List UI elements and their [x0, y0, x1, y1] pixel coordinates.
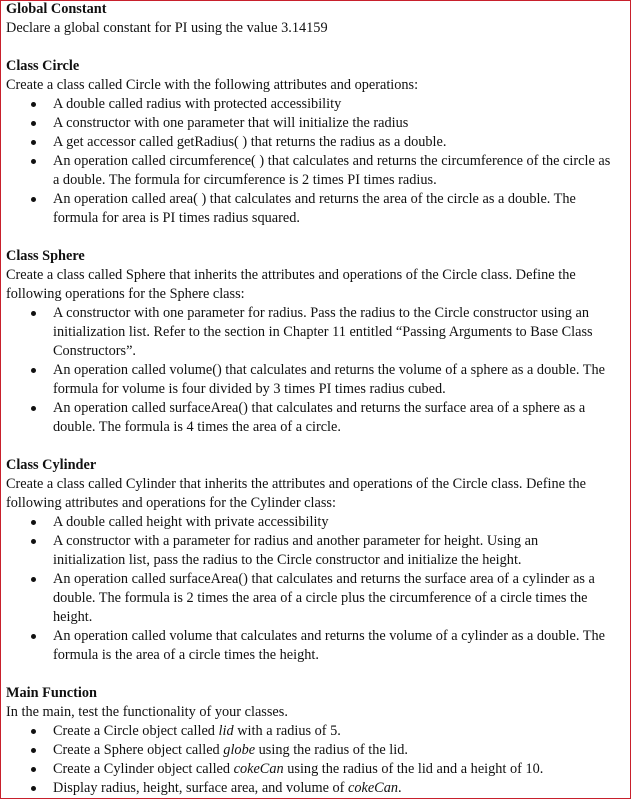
- list-item: An operation called surfaceArea() that calculates and returns the surface area of a sphere as a double. The formula is 4 times the area of a circle.: [6, 399, 627, 437]
- list-item: Display radius, height, surface area, and volume of cokeCan.: [6, 779, 627, 798]
- global-constant-heading: Global Constant: [6, 1, 107, 17]
- list-item: A double called height with private accessibility: [6, 513, 627, 532]
- main-function-heading: Main Function: [6, 685, 97, 701]
- class-circle-list: [6, 95, 627, 228]
- list-item: A constructor with one parameter that will initialize the radius: [6, 114, 627, 133]
- document-body: [6, 0, 627, 798]
- class-cylinder-list: [6, 513, 627, 665]
- list-item: An operation called surfaceArea() that calculates and returns the surface area of a cylinder as a double. The formula is 2 times the area of a circle plus the circumference of a circle times the height.: [6, 570, 627, 627]
- main-function-intro: In the main, test the functionality of your classes.: [6, 704, 288, 720]
- class-cylinder-heading: Class Cylinder: [6, 457, 97, 473]
- list-item: An operation called circumference( ) that calculates and returns the circumference of the circle as a double. The formula for circumference is 2 times PI times radius.: [6, 152, 627, 190]
- class-sphere-intro-line-1: Create a class called Sphere that inherits the attributes and operations of the Circle class. Define the: [6, 267, 576, 283]
- list-item: Create a Circle object called lid with a radius of 5.: [6, 722, 627, 741]
- list-item: Create a Sphere object called globe using the radius of the lid.: [6, 741, 627, 760]
- list-item: An operation called area( ) that calculates and returns the area of the circle as a double. The formula for area is PI times radius squared.: [6, 190, 627, 228]
- class-sphere-intro-line-2: following operations for the Sphere class:: [6, 286, 245, 302]
- class-cylinder-intro-line-1: Create a class called Cylinder that inherits the attributes and operations of the Circle class. Define the: [6, 476, 587, 492]
- list-item: An operation called volume that calculates and returns the volume of a cylinder as a double. The formula is the area of a circle times the height.: [6, 627, 627, 665]
- global-constant-text: Declare a global constant for PI using the value 3.14159: [6, 20, 328, 36]
- class-sphere-list: [6, 304, 627, 437]
- list-item: A get accessor called getRadius( ) that returns the radius as a double.: [6, 133, 627, 152]
- list-item: Create a Cylinder object called cokeCan using the radius of the lid and a height of 10.: [6, 760, 627, 779]
- list-item: An operation called volume() that calculates and returns the volume of a sphere as a double. The formula for volume is four divided by 3 times PI times radius cubed.: [6, 361, 627, 399]
- main-function-list: [6, 722, 627, 798]
- list-item: A constructor with a parameter for radius and another parameter for height. Using an initialization list, pass the radius to the Circle constructor and initialize the height.: [6, 532, 627, 570]
- list-item: A constructor with one parameter for radius. Pass the radius to the Circle constructor using an initialization list. Refer to the section in Chapter 11 entitled “Passing Arguments to Base Class Constructors”.: [6, 304, 627, 361]
- class-cylinder-intro-line-2: following attributes and operations for the Cylinder class:: [6, 495, 336, 511]
- list-item: A double called radius with protected accessibility: [6, 95, 627, 114]
- class-circle-intro: Create a class called Circle with the following attributes and operations:: [6, 77, 419, 93]
- class-circle-heading: Class Circle: [6, 58, 80, 74]
- class-sphere-heading: Class Sphere: [6, 248, 85, 264]
